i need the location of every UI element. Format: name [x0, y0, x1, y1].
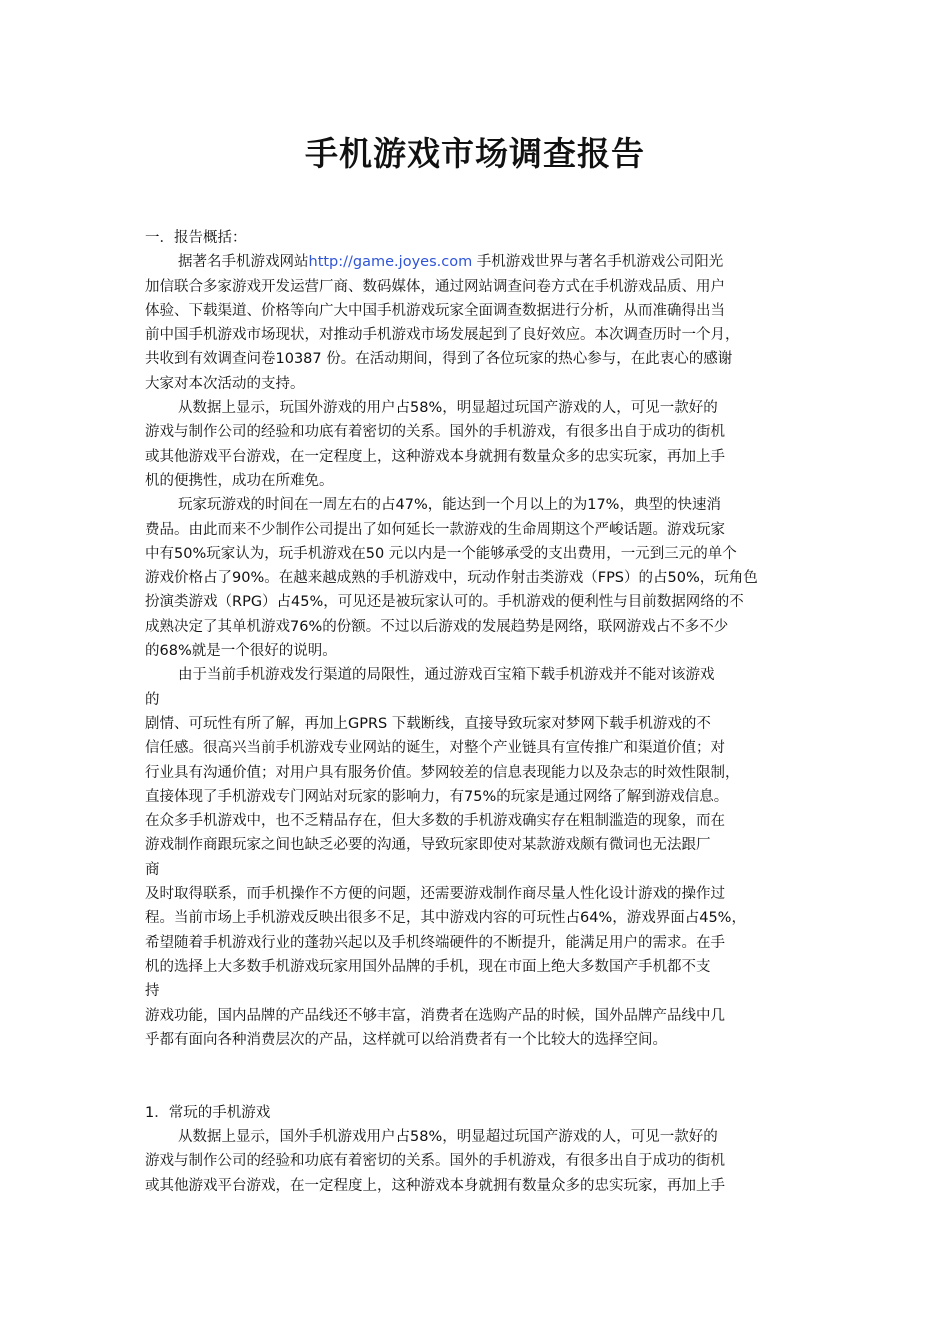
text-span: 据著名手机游戏网站	[178, 254, 309, 271]
document-title: 手机游戏市场调查报告	[305, 134, 645, 173]
paragraph-line: 希望随着手机游戏行业的蓬勃兴起以及手机终端硬件的不断提升，能满足用户的需求。在手	[145, 934, 725, 951]
section-heading: 一．报告概括：	[145, 230, 247, 246]
paragraph-1-first-line	[145, 250, 820, 274]
paragraph-line: 的68%就是一个很好的说明。	[145, 643, 337, 660]
paragraph-line: 从数据上显示，玩国外游戏的用户占58%，明显超过玩国产游戏的人，可见一款好的	[178, 400, 718, 417]
paragraph-line: 大家对本次活动的支持。	[145, 375, 305, 392]
paragraph-line: 费品。由此而来不少制作公司提出了如何延长一款游戏的生命周期这个严峻话题。游戏玩家	[145, 521, 725, 538]
paragraph-line: 游戏功能，国内品牌的产品线还不够丰富，消费者在选购产品的时候，国外品牌产品线中几	[145, 1007, 725, 1024]
paragraph-line: 的	[145, 691, 160, 708]
paragraph-line: 体验、下载渠道、价格等向广大中国手机游戏玩家全面调查数据进行分析，从而准确得出当	[145, 302, 725, 319]
paragraph-line: 商	[145, 861, 160, 878]
subsection-heading: 1．常玩的手机游戏	[145, 1104, 271, 1121]
paragraph-line: 由于当前手机游戏发行渠道的局限性，通过游戏百宝箱下载手机游戏并不能对该游戏	[178, 667, 715, 684]
paragraph-line: 加信联合多家游戏开发运营厂商、数码媒体，通过网站调查问卷方式在手机游戏品质、用户	[145, 278, 725, 295]
paragraph-line: 扮演类游戏（RPG）占45%，可见还是被玩家认可的。手机游戏的便利性与目前数据网络的不	[145, 594, 744, 611]
paragraph-line: 剧情、可玩性有所了解，再加上GPRS 下载断线，直接导致玩家对梦网下载手机游戏的不	[145, 715, 711, 732]
paragraph-line: 从数据上显示，国外手机游戏用户占58%，明显超过玩国产游戏的人，可见一款好的	[178, 1128, 718, 1145]
paragraph-line: 直接体现了手机游戏专门网站对玩家的影响力，有75%的玩家是通过网络了解到游戏信息。	[145, 788, 729, 805]
paragraph-line: 游戏制作商跟玩家之间也缺乏必要的沟通，导致玩家即使对某款游戏颇有微词也无法跟厂	[145, 837, 711, 854]
paragraph-line: 持	[145, 983, 160, 1000]
paragraph-line: 游戏与制作公司的经验和功底有着密切的关系。国外的手机游戏，有很多出自于成功的街机	[145, 1153, 725, 1170]
website-link[interactable]: http://game.joyes.com	[308, 254, 473, 271]
paragraph-line: 游戏与制作公司的经验和功底有着密切的关系。国外的手机游戏，有很多出自于成功的街机	[145, 424, 725, 441]
paragraph-line: 机的便携性，成功在所难免。	[145, 472, 334, 489]
paragraph-line: 中有50%玩家认为，玩手机游戏在50 元以内是一个能够承受的支出费用，一元到三元的单个	[145, 545, 737, 562]
text-span: 手机游戏世界与著名手机游戏公司阳光	[472, 254, 724, 271]
paragraph-line: 前中国手机游戏市场现状，对推动手机游戏市场发展起到了良好效应。本次调查历时一个月，	[145, 327, 740, 344]
paragraph-line: 或其他游戏平台游戏，在一定程度上，这种游戏本身就拥有数量众多的忠实玩家，再加上手	[145, 1177, 725, 1194]
paragraph-line: 在众多手机游戏中，也不乏精品存在，但大多数的手机游戏确实存在粗制滥造的现象，而在	[145, 813, 725, 830]
blank-space	[145, 1052, 820, 1101]
paragraph-line: 乎都有面向各种消费层次的产品，这样就可以给消费者有一个比较大的选择空间。	[145, 1031, 667, 1048]
paragraph-line: 信任感。很高兴当前手机游戏专业网站的诞生，对整个产业链具有宣传推广和渠道价值；对	[145, 740, 725, 757]
paragraph-line: 玩家玩游戏的时间在一周左右的占47%，能达到一个月以上的为17%，典型的快速消	[178, 497, 721, 514]
paragraph-line: 程。当前市场上手机游戏反映出很多不足，其中游戏内容的可玩性占64%，游戏界面占45%，	[145, 910, 746, 927]
paragraph-line: 或其他游戏平台游戏，在一定程度上，这种游戏本身就拥有数量众多的忠实玩家，再加上手	[145, 448, 725, 465]
paragraph-line: 共收到有效调查问卷10387 份。在活动期间，得到了各位玩家的热心参与，在此衷心的感谢	[145, 351, 733, 368]
paragraph-line: 及时取得联系，而手机操作不方便的问题，还需要游戏制作商尽量人性化设计游戏的操作过	[145, 886, 725, 903]
paragraph-line: 行业具有沟通价值；对用户具有服务价值。梦网较差的信息表现能力以及杂志的时效性限制，	[145, 764, 740, 781]
paragraph-line: 游戏价格占了90%。在越来越成熟的手机游戏中，玩动作射击类游戏（FPS）的占50%，玩角色	[145, 570, 758, 587]
document-body	[145, 226, 820, 1198]
paragraph-line: 成熟决定了其单机游戏76%的份额。不过以后游戏的发展趋势是网络，联网游戏占不多不少	[145, 618, 729, 635]
paragraph-line: 机的选择上大多数手机游戏玩家用国外品牌的手机，现在市面上绝大多数国产手机都不支	[145, 958, 711, 975]
